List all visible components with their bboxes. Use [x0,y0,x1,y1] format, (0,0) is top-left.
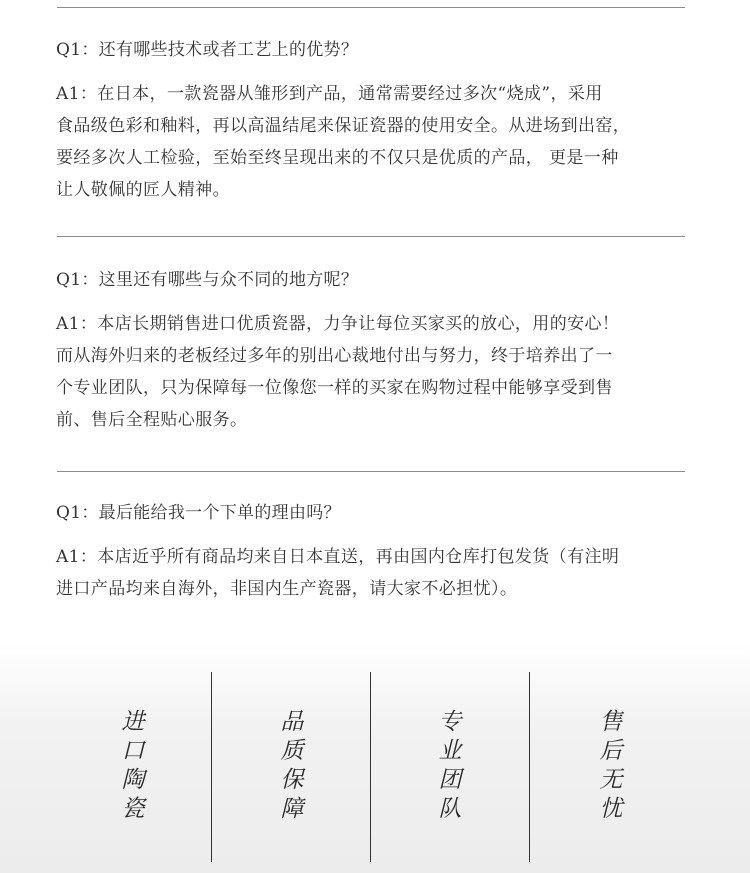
answer-line: A1：在日本，一款瓷器从雏形到产品，通常需要经过多次“烧成”，采用 [56,84,603,104]
feature-divider [529,672,530,862]
answer-line: 个专业团队，只为保障每一位像您一样的买家在购物过程中能够享受到售 [56,378,613,398]
feature-char: 忧 [599,796,623,822]
feature-char: 陶 [121,767,145,793]
answer-line: 食品级色彩和釉料，再以高温结尾来保证瓷器的使用安全。从进场到出窑， [56,116,631,136]
feature-quality-assurance [272,708,312,824]
feature-after-sales [591,708,631,824]
feature-char: 业 [438,738,462,764]
question-text: Q1：还有哪些技术或者工艺上的优势？ [56,40,359,60]
answer-line: A1：本店长期销售进口优质瓷器，力争让每位买家买的放心，用的安心！ [56,314,620,334]
feature-char: 保 [280,767,304,793]
feature-char: 团 [438,767,462,793]
qa-block-3 [56,499,688,605]
question-text: Q1：这里还有哪些与众不同的地方呢？ [56,270,359,290]
divider-1 [57,236,685,237]
feature-char: 瓷 [121,796,145,822]
feature-char: 口 [121,738,145,764]
feature-divider [370,672,371,862]
question-text: Q1：最后能给我一个下单的理由吗？ [56,503,341,523]
feature-professional-team [430,708,470,824]
answer-line: 而从海外归来的老板经过多年的别出心裁地付出与努力，终于培养出了一 [56,346,613,366]
feature-char: 专 [438,709,462,735]
divider-2 [57,471,685,472]
feature-char: 后 [599,738,623,764]
feature-char: 质 [280,738,304,764]
feature-char: 障 [280,796,304,822]
divider-top [57,7,685,8]
answer-line: 要经多次人工检验，至始至终呈现出来的不仅只是优质的产品， 更是一种 [56,148,619,168]
answer-line: A1：本店近乎所有商品均来自日本直送，再由国内仓库打包发货（有注明 [56,547,620,567]
answer-line: 让人敬佩的匠人精神。 [56,180,230,200]
qa-block-1 [56,36,688,206]
feature-char: 售 [599,709,623,735]
qa-block-2 [56,266,688,436]
feature-imported-ceramics [113,708,153,824]
feature-char: 进 [121,709,145,735]
feature-char: 品 [280,709,304,735]
feature-divider [211,672,212,862]
feature-char: 队 [438,796,462,822]
answer-line: 进口产品均来自海外，非国内生产瓷器，请大家不必担忧）。 [56,579,518,599]
feature-char: 无 [599,767,623,793]
answer-line: 前、售后全程贴心服务。 [56,410,248,430]
